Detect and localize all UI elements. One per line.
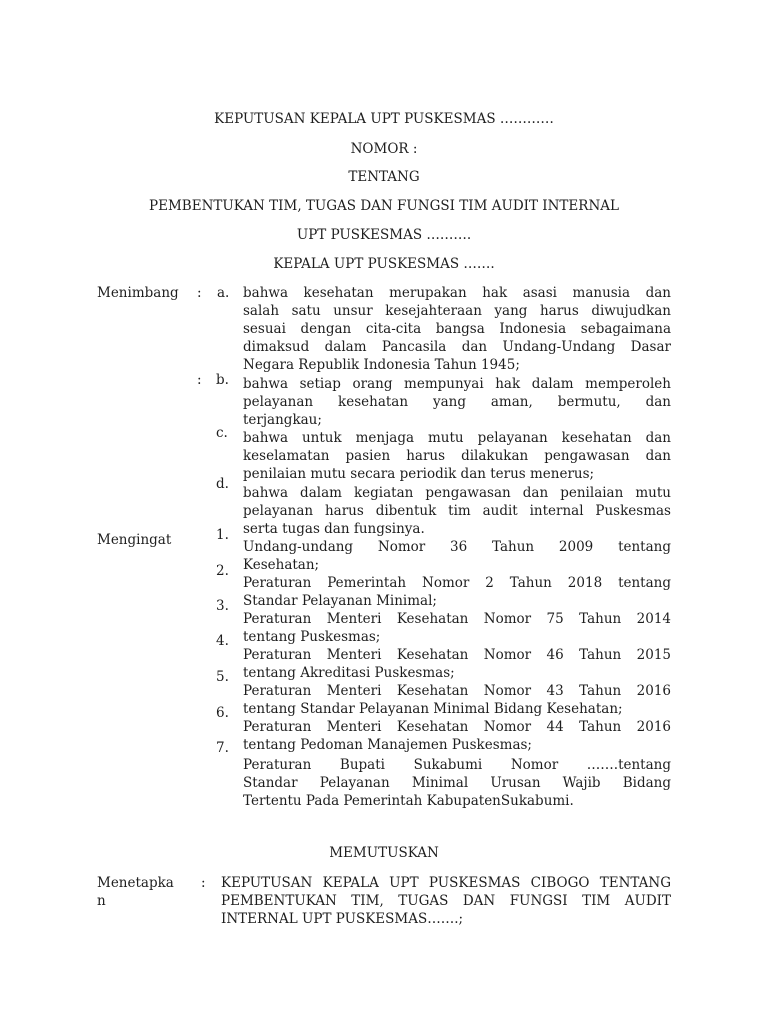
mengingat-7-line: Peraturan Bupati Sukabumi Nomor …….tentang: [243, 757, 671, 773]
menimbang-b-line: bahwa setiap orang mempunyai hak dalam memperoleh: [243, 376, 671, 392]
mengingat-3-line: Peraturan Menteri Kesehatan Nomor 75 Tahun 2014: [243, 611, 671, 627]
mengingat-marker-2: 2.: [216, 563, 229, 579]
tentang-heading: TENTANG: [348, 169, 420, 185]
mengingat-3-line: tentang Puskesmas;: [243, 629, 381, 645]
menimbang-colon: :: [197, 285, 202, 301]
menimbang-b-line: terjangkau;: [243, 412, 322, 428]
menetapkan-label-wrap: n: [97, 893, 106, 909]
mengingat-marker-3: 3.: [216, 598, 229, 614]
menimbang-a-line: sesuai dengan cita-cita bangsa Indonesia sebagaimana: [243, 321, 671, 337]
menimbang-marker-b: b.: [216, 372, 229, 388]
mengingat-5-line: Peraturan Menteri Kesehatan Nomor 43 Tahun 2016: [243, 683, 671, 699]
mengingat-2-line: Standar Pelayanan Minimal;: [243, 593, 437, 609]
menimbang-d-line: serta tugas dan fungsinya.: [243, 521, 425, 537]
mengingat-4-line: tentang Akreditasi Puskesmas;: [243, 665, 455, 681]
menimbang-a-line: Negara Republik Indonesia Tahun 1945;: [243, 357, 520, 373]
mengingat-5-line: tentang Standar Pelayanan Minimal Bidang Kesehatan;: [243, 701, 623, 717]
menimbang-marker-c: c.: [216, 425, 228, 441]
decree-subject-line-2: UPT PUSKESMAS ……….: [296, 227, 472, 243]
menimbang-marker-a: a.: [217, 285, 230, 301]
menimbang-d-line: pelayanan harus dibentuk tim audit internal Puskesmas: [243, 503, 671, 519]
mengingat-7-line: Standar Pelayanan Minimal Urusan Wajib Bidang: [243, 775, 671, 791]
mengingat-2-line: Peraturan Pemerintah Nomor 2 Tahun 2018 tentang: [243, 575, 671, 591]
menetapkan-line: PEMBENTUKAN TIM, TUGAS DAN FUNGSI TIM AUDIT: [221, 893, 671, 909]
mengingat-1-line: Undang-undang Nomor 36 Tahun 2009 tentang: [243, 539, 671, 555]
mengingat-label: Mengingat: [97, 532, 172, 548]
mengingat-marker-5: 5.: [216, 669, 229, 685]
menetapkan-line: INTERNAL UPT PUSKESMAS…….;: [221, 911, 464, 927]
mengingat-marker-7: 7.: [216, 740, 229, 756]
menimbang-label: Menimbang: [97, 285, 179, 301]
menimbang-d-line: bahwa dalam kegiatan pengawasan dan penilaian mutu: [243, 485, 671, 501]
mengingat-marker-4: 4.: [216, 633, 229, 649]
menetapkan-line: KEPUTUSAN KEPALA UPT PUSKESMAS CIBOGO TENTANG: [221, 875, 671, 891]
mengingat-1-line: Kesehatan;: [243, 557, 320, 573]
menetapkan-colon: :: [201, 875, 206, 891]
memutuskan-heading: MEMUTUSKAN: [329, 845, 439, 861]
menimbang-colon-b: :: [197, 372, 202, 388]
menimbang-marker-d: d.: [216, 476, 229, 492]
menimbang-b-line: pelayanan kesehatan yang aman, bermutu, dan: [243, 394, 671, 410]
decree-number: NOMOR :: [350, 141, 418, 157]
mengingat-6-line: tentang Pedoman Manajemen Puskesmas;: [243, 737, 532, 753]
decree-title: KEPUTUSAN KEPALA UPT PUSKESMAS …………: [214, 111, 554, 127]
decree-subject-line-1: PEMBENTUKAN TIM, TUGAS DAN FUNGSI TIM AUDIT INTERNAL: [149, 198, 619, 214]
issuing-official: KEPALA UPT PUSKESMAS …….: [273, 256, 495, 272]
mengingat-6-line: Peraturan Menteri Kesehatan Nomor 44 Tahun 2016: [243, 719, 671, 735]
mengingat-4-line: Peraturan Menteri Kesehatan Nomor 46 Tahun 2015: [243, 647, 671, 663]
menimbang-c-line: keselamatan pasien harus dilakukan pengawasan dan: [243, 448, 671, 464]
menimbang-c-line: penilaian mutu secara periodik dan terus menerus;: [243, 466, 595, 482]
menimbang-c-line: bahwa untuk menjaga mutu pelayanan kesehatan dan: [243, 430, 671, 446]
mengingat-marker-1: 1.: [216, 527, 229, 543]
mengingat-marker-6: 6.: [216, 705, 229, 721]
mengingat-7-line: Tertentu Pada Pemerintah KabupatenSukabumi.: [243, 793, 574, 809]
menetapkan-label: Menetapka: [97, 875, 174, 891]
menimbang-a-line: bahwa kesehatan merupakan hak asasi manusia dan: [243, 285, 671, 301]
menimbang-a-line: dimaksud dalam Pancasila dan Undang-Undang Dasar: [243, 339, 671, 355]
menimbang-a-line: salah satu unsur kesejahteraan yang harus diwujudkan: [243, 303, 671, 319]
